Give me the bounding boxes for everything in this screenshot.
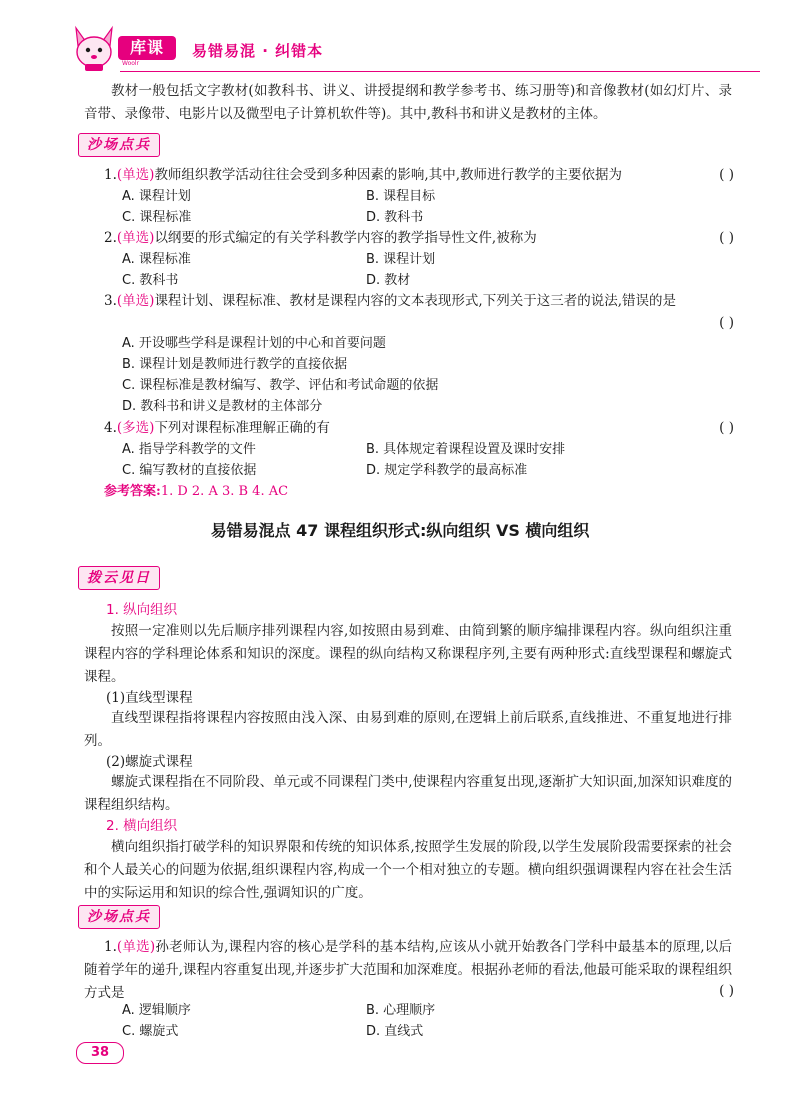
header-rule	[120, 71, 760, 72]
option: C. 教科书	[122, 273, 179, 288]
reference-answer: 参考答案:1. D 2. A 3. B 4. AC	[104, 484, 289, 499]
option: D. 教科书	[366, 210, 424, 225]
subheading-horizontal: 2. 横向组织	[106, 818, 178, 834]
question-3: 3.(单选)课程计划、课程标准、教材是课程内容的文本表现形式,下列关于这三者的说法,错误的是	[104, 293, 677, 309]
subheading-vertical: 1. 纵向组织	[106, 602, 178, 618]
option: D. 直线式	[366, 1024, 424, 1039]
practice-tag-2: 沙场点兵	[78, 905, 160, 929]
option: B. 课程目标	[366, 189, 436, 204]
spiral-paragraph: 螺旋式课程指在不同阶段、单元或不同课程门类中,使课程内容重复出现,逐渐扩大知识面,加深知识难度的课程组织结构。	[84, 774, 732, 813]
intro-paragraph: 教材一般包括文字教材(如教科书、讲义、讲授提纲和教学参考书、练习册等)和音像教材(如幻灯片、录音带、录像带、电影片以及微型电子计算机软件等)。其中,教科书和讲义是教材的主体。	[84, 83, 732, 122]
answer-paren: ( )	[719, 167, 734, 183]
option: B. 具体规定着课程设置及课时安排	[366, 442, 566, 457]
option: C. 课程标准	[122, 210, 192, 225]
option: D. 教材	[366, 273, 411, 288]
horizontal-paragraph: 横向组织指打破学科的知识界限和传统的知识体系,按照学生发展的阶段,以学生发展阶段需要探索的社会和个人最关心的问题为依据,组织课程内容,构成一个一个相对独立的专题。横向组织强调课程内容在社会生活中的实际运用和知识的综合性,强调知识的广度。	[84, 839, 732, 901]
answer-paren: ( )	[719, 315, 734, 331]
fox-mascot-icon	[68, 22, 120, 72]
page-number: 38	[76, 1042, 124, 1064]
subheading-linear: (1)直线型课程	[106, 690, 193, 706]
explain-tag: 拨云见日	[78, 566, 160, 590]
subheading-spiral: (2)螺旋式课程	[106, 754, 193, 770]
option: A. 指导学科教学的文件	[122, 442, 256, 457]
option: A. 课程计划	[122, 189, 191, 204]
linear-paragraph: 直线型课程指将课程内容按照由浅入深、由易到难的原则,在逻辑上前后联系,直线推进、不重复地进行排列。	[84, 710, 732, 749]
option: C. 螺旋式	[122, 1024, 179, 1039]
question-2: 2.(单选)以纲要的形式编定的有关学科教学内容的教学指导性文件,被称为 ( )	[104, 227, 734, 249]
option: C. 课程标准是教材编写、教学、评估和考试命题的依据	[122, 378, 439, 393]
option: C. 编写教材的直接依据	[122, 463, 257, 478]
option: B. 心理顺序	[366, 1003, 436, 1018]
question-1: 1.(单选)教师组织教学活动往往会受到多种因素的影响,其中,教师进行教学的主要依据为 ( )	[104, 164, 734, 186]
answer-paren: ( )	[719, 420, 734, 436]
practice2-question: 1.(单选)孙老师认为,课程内容的核心是学科的基本结构,应该从小就开始教各门学科中最基本的原理,以后随着学年的递升,课程内容重复出现,并逐步扩大范围和加深难度。根据孙老师的看法,他最可能采取的课程组织方式是	[84, 939, 732, 1001]
option: A. 逻辑顺序	[122, 1003, 191, 1018]
option: B. 课程计划是教师进行教学的直接依据	[122, 357, 348, 372]
option: D. 规定学科教学的最高标准	[366, 463, 528, 478]
answer-paren: ( )	[719, 230, 734, 246]
option: D. 教科书和讲义是教材的主体部分	[122, 399, 323, 414]
brand-logo-sub: Woolr	[122, 60, 140, 67]
header-title: 易错易混 · 纠错本	[192, 42, 324, 60]
option: A. 课程标准	[122, 252, 191, 267]
question-4: 4.(多选)下列对课程标准理解正确的有 ( )	[104, 417, 734, 439]
section-title: 易错易混点 47 课程组织形式:纵向组织 VS 横向组织	[210, 521, 590, 540]
vertical-paragraph: 按照一定准则以先后顺序排列课程内容,如按照由易到难、由简到繁的顺序编排课程内容。纵向组织注重课程内容的学科理论体系和知识的深度。课程的纵向结构又称课程序列,主要有两种形式:直线型课程和螺旋式课程。	[84, 623, 732, 685]
answer-paren: ( )	[719, 983, 734, 999]
option: B. 课程计划	[366, 252, 436, 267]
practice-tag: 沙场点兵	[78, 133, 160, 157]
option: A. 开设哪些学科是课程计划的中心和首要问题	[122, 336, 386, 351]
brand-logo: 库课	[118, 36, 176, 60]
page-header	[60, 22, 760, 72]
